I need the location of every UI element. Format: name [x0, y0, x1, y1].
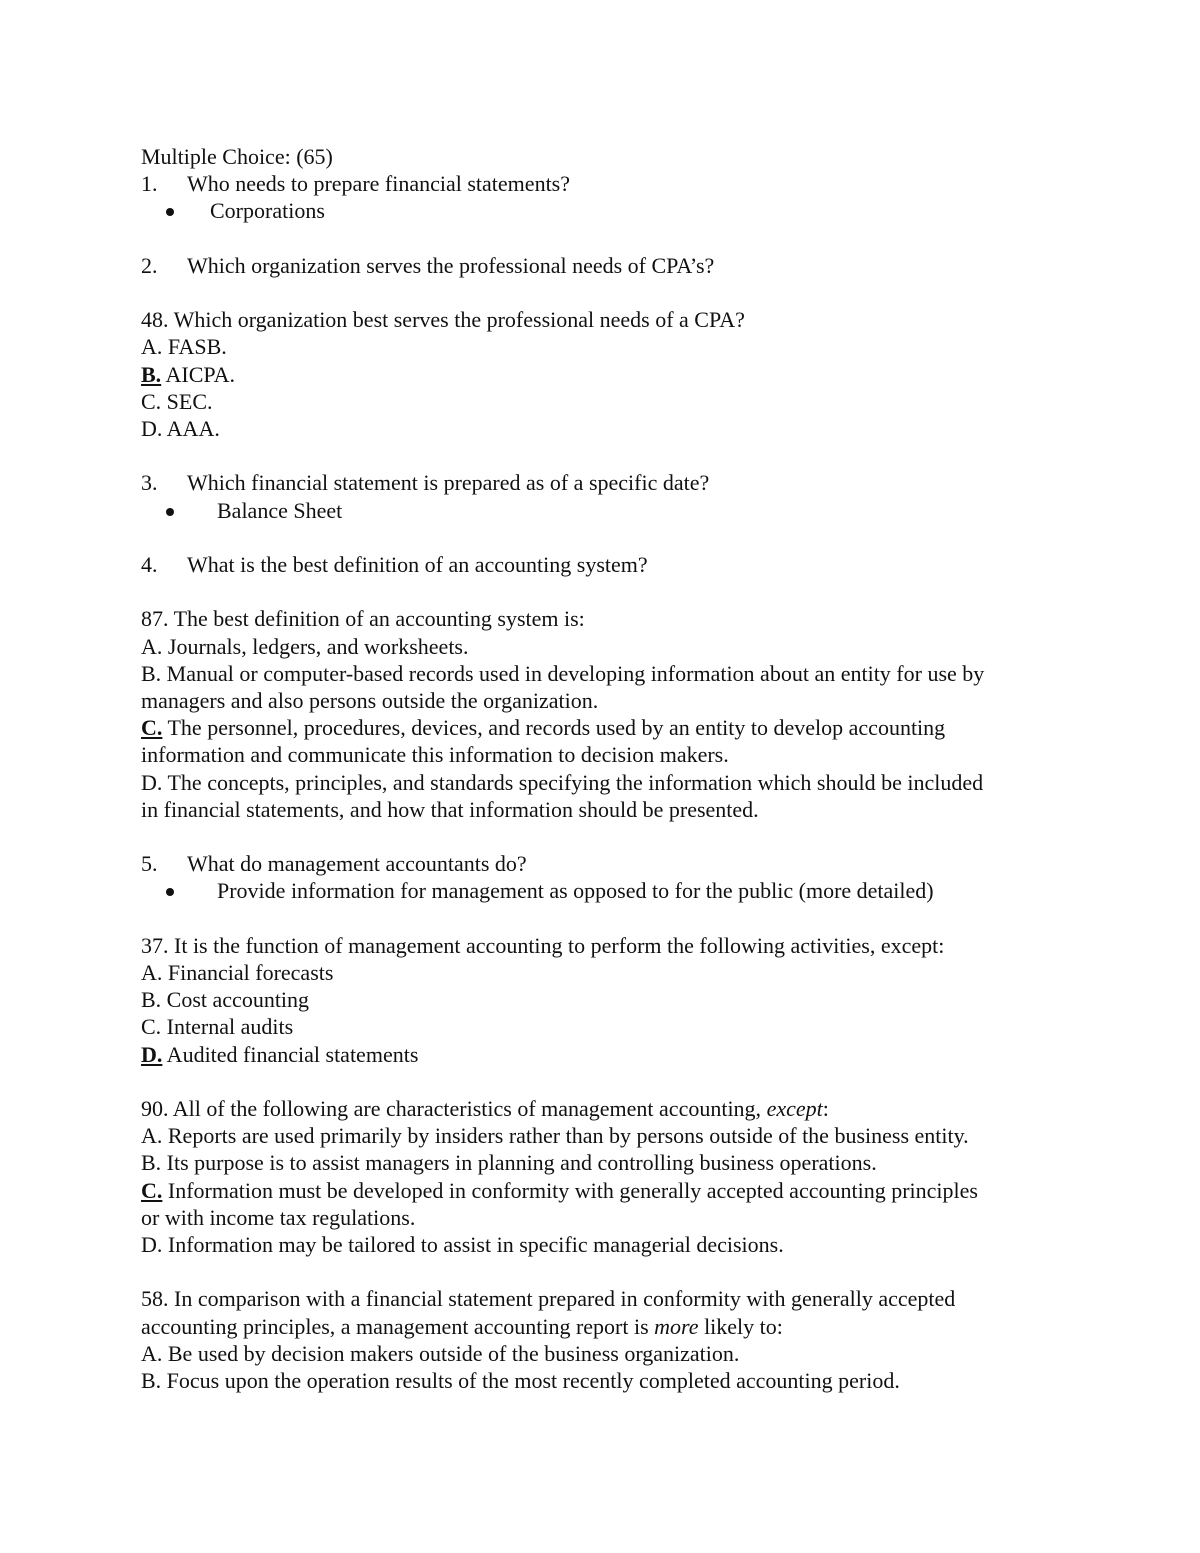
question-3: [141, 469, 1061, 496]
option-text: Audited financial statements: [162, 1041, 419, 1067]
section-heading: Multiple Choice: (65): [141, 144, 333, 169]
spacer: [141, 524, 1061, 551]
correct-answer-letter: B.: [141, 361, 162, 387]
correct-answer-letter: C.: [141, 1177, 163, 1203]
option-d: D. AAA.: [141, 416, 220, 441]
option-c: [141, 1177, 1061, 1204]
question-text: 90. All of the following are characteristics of management accounting,: [141, 1095, 767, 1121]
document-body: [141, 143, 1061, 1394]
question-2: [141, 252, 1061, 279]
question-1: [141, 170, 1061, 197]
option-d: D. The concepts, principles, and standards specifying the information which should be included: [141, 769, 984, 795]
option-c-continued: or with income tax regulations.: [141, 1204, 416, 1230]
option-text: The personnel, procedures, devices, and records used by an entity to develop accounting: [162, 715, 946, 741]
question-text-end: likely to:: [698, 1313, 783, 1339]
question-text: What do management accountants do?: [187, 851, 527, 877]
option-a: A. Journals, ledgers, and worksheets.: [141, 633, 469, 659]
spacer: [141, 442, 1061, 469]
question-text: What is the best definition of an accounting system?: [187, 551, 648, 577]
option-a: A. Be used by decision makers outside of the business organization.: [141, 1340, 740, 1366]
question-text: Which organization serves the professional needs of CPA’s?: [187, 252, 715, 278]
spacer: [141, 1258, 1061, 1285]
option-b: B. Cost accounting: [141, 987, 310, 1013]
answer-text: Provide information for management as opposed to for the public (more detailed): [217, 878, 934, 904]
correct-answer-letter: D.: [141, 1041, 163, 1067]
question-text: Which financial statement is prepared as of a specific date?: [187, 470, 710, 496]
question-58-continued: [141, 1313, 1061, 1340]
option-text: Information must be developed in conformity with generally accepted accounting principles: [162, 1177, 978, 1203]
question-text-end: :: [822, 1095, 829, 1121]
option-b: B. Its purpose is to assist managers in planning and controlling business operations.: [141, 1150, 877, 1176]
option-b: [141, 361, 1061, 388]
option-d-continued: in financial statements, and how that information should be presented.: [141, 796, 759, 822]
bullet-icon: [166, 508, 174, 516]
option-a: A. Reports are used primarily by insiders rather than by persons outside of the business entity.: [141, 1123, 969, 1149]
option-c: C. Internal audits: [141, 1014, 294, 1040]
question-58: 58. In comparison with a financial statement prepared in conformity with generally accepted: [141, 1286, 956, 1312]
option-b: B. Focus upon the operation results of the most recently completed accounting period.: [141, 1368, 900, 1393]
correct-answer-letter: C.: [141, 715, 163, 741]
question-4: [141, 551, 1061, 578]
question-number: 1.: [141, 171, 158, 197]
question-number: 3.: [141, 470, 158, 496]
spacer: [141, 279, 1061, 306]
question-number: 4.: [141, 551, 158, 577]
bullet-icon: [166, 208, 174, 216]
option-d: [141, 1041, 1061, 1068]
question-number: 2.: [141, 252, 158, 278]
spacer: [141, 905, 1061, 932]
option-b-continued: managers and also persons outside the organization.: [141, 687, 599, 713]
question-5: [141, 850, 1061, 877]
question-37: 37. It is the function of management accounting to perform the following activities, except:: [141, 932, 945, 958]
spacer: [141, 823, 1061, 850]
question-87: 87. The best definition of an accounting system is:: [141, 606, 585, 632]
option-c-continued: information and communicate this information to decision makers.: [141, 742, 729, 768]
answer-bullet: [141, 197, 1061, 224]
option-a: A. FASB.: [141, 334, 227, 360]
answer-text: Balance Sheet: [217, 497, 343, 523]
answer-bullet: [141, 877, 1061, 904]
spacer: [141, 1068, 1061, 1095]
option-a: A. Financial forecasts: [141, 959, 334, 985]
option-text: AICPA.: [161, 361, 235, 387]
question-48: 48. Which organization best serves the professional needs of a CPA?: [141, 307, 745, 333]
emphasis-text: more: [654, 1313, 699, 1339]
option-c: C. SEC.: [141, 388, 213, 414]
emphasis-text: except: [766, 1095, 823, 1121]
question-text: Who needs to prepare financial statements?: [187, 171, 571, 197]
option-b: B. Manual or computer-based records used in developing information about an entity for use by: [141, 660, 985, 686]
answer-text: Corporations: [210, 198, 325, 224]
option-c: [141, 714, 1061, 741]
answer-bullet: [141, 497, 1061, 524]
question-number: 5.: [141, 851, 158, 877]
question-90: [141, 1095, 1061, 1122]
question-text: accounting principles, a management accounting report is: [141, 1313, 655, 1339]
spacer: [141, 225, 1061, 252]
bullet-icon: [166, 888, 174, 896]
spacer: [141, 578, 1061, 605]
option-d: D. Information may be tailored to assist in specific managerial decisions.: [141, 1232, 784, 1257]
